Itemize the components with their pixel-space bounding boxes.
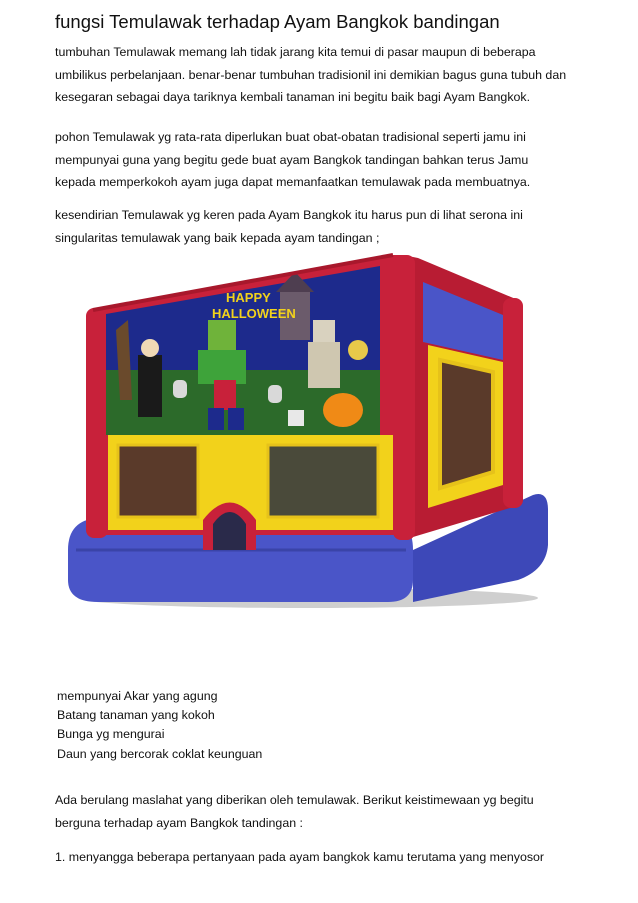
list-item: Daun yang bercorak coklat keunguan — [57, 746, 263, 761]
pillar-right — [503, 298, 523, 508]
paragraph-line: 1. menyangga beberapa pertanyaan pada ayam bangkok kamu terutama yang menyosor — [55, 850, 545, 864]
paragraph-usage — [55, 126, 615, 194]
bounce-house-image — [58, 250, 578, 610]
paragraph-line: umbilikus perbelanjaan. benar-benar tumbuhan tradisionil ini demikian bagus guna tubuh dan — [55, 67, 567, 82]
paragraph-line: Ada berulang maslahat yang diberikan oleh temulawak. Berikut keistimewaan yg begitu — [55, 793, 534, 807]
paragraph-line: berguna terhadap ayam Bangkok tandingan : — [55, 815, 303, 830]
front-mesh-window-right — [268, 445, 378, 517]
paragraph-line: mempunyai guna yang begitu gede buat ayam Bangkok tandingan bahkan terus Jamu — [55, 152, 529, 167]
banner-text-halloween: HALLOWEEN — [212, 306, 296, 321]
list-item: mempunyai Akar yang agung — [57, 689, 218, 703]
paragraph-traits-intro — [55, 204, 615, 249]
paragraph-benefit-1 — [55, 846, 615, 869]
paragraph-line: kesendirian Temulawak yg keren pada Ayam Bangkok itu harus pun di lihat serona ini — [55, 208, 523, 222]
front-mesh-window-left — [118, 445, 198, 517]
paragraph-line: tumbuhan Temulawak memang lah tidak jarang kita temui di pasar maupun di beberapa — [55, 45, 536, 59]
side-mesh-window — [440, 360, 493, 488]
list-item: Batang tanaman yang kokoh — [57, 708, 215, 723]
document-title: fungsi Temulawak terhadap Ayam Bangkok bandingan — [55, 11, 500, 32]
paragraph-line: kesegaran sebagai daya tariknya kembali tanaman ini begitu baik bagi Ayam Bangkok. — [55, 90, 531, 104]
banner-text-happy: HAPPY — [226, 290, 271, 305]
paragraph-intro — [55, 41, 615, 109]
pillar-middle — [393, 255, 415, 540]
paragraph-benefits-intro — [55, 789, 615, 834]
list-item: Bunga yg mengurai — [57, 727, 165, 742]
pillar-left — [86, 308, 108, 538]
paragraph-line: singularitas temulawak yang baik kepada ayam tandingan ; — [55, 230, 380, 245]
paragraph-line: pohon Temulawak yg rata-rata diperlukan buat obat-obatan tradisional seperti jamu ini — [55, 130, 526, 144]
traits-list — [57, 687, 262, 764]
paragraph-line: kepada memperkokoh ayam juga dapat memanfaatkan temulawak pada membuatnya. — [55, 175, 531, 189]
